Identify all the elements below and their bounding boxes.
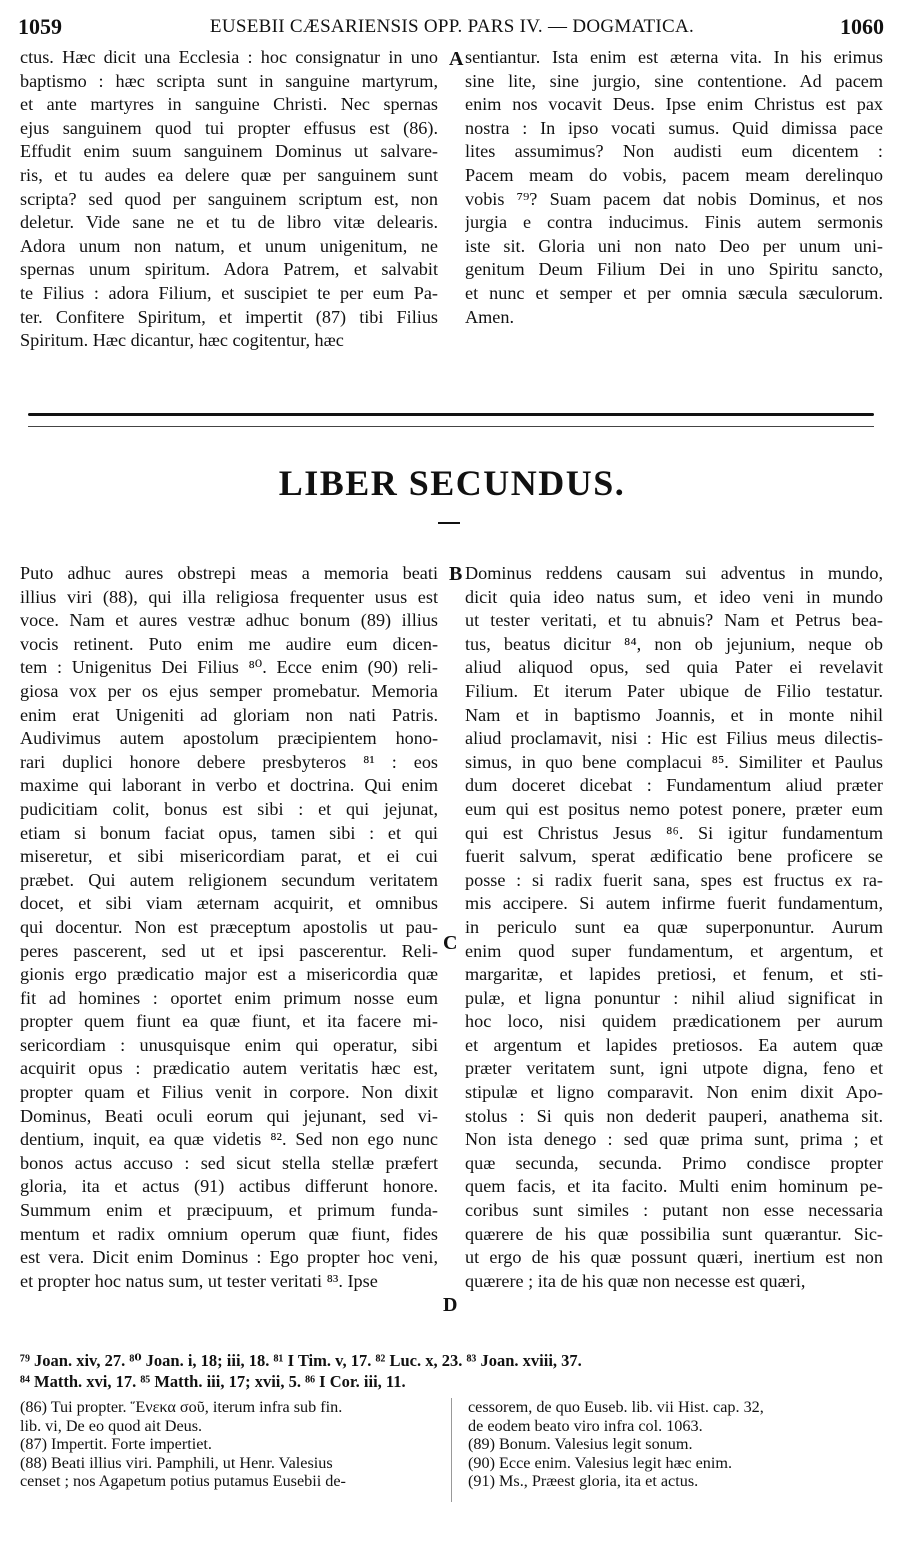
top-left-line: te Filius : adora Filium, et suscipiet te per eum Pa- xyxy=(20,282,438,303)
body-left-line: et propter hoc natus sum, ut tester veritati ⁸³. Ipse xyxy=(20,1270,378,1291)
body-right-line: stolus : Si quis non dederit pauperi, anathema sit. xyxy=(465,1105,883,1126)
body-right-line: ut ergo de his quæ possunt quæri, inertium est non xyxy=(465,1247,883,1268)
note-left-line: (88) Beati illius viri. Pamphili, ut Henr. Valesius xyxy=(20,1453,333,1472)
body-left-line: qui docentur. Non est præceptum apostolis ut pau- xyxy=(20,916,438,937)
body-right-line: in periculo sunt ea quæ superponuntur. Aurum xyxy=(465,916,883,937)
top-right-line: et nunc et semper et per omnia sæcula sæculorum. xyxy=(465,282,883,303)
top-left-line: Effudit enim suum sanguinem Dominus ut salvare- xyxy=(20,141,438,162)
body-left-line: vocis retinent. Puto enim me audire eum dicen- xyxy=(20,633,438,654)
top-left-line: spernas unum spiritum. Adora Patrem, et salvabit xyxy=(20,259,438,280)
body-right-line: aliud proclamavit, nisi : Hic est Filius meus dilectis- xyxy=(465,728,883,749)
body-left-line: sericordiam : unusquisque enim qui operatur, sibi xyxy=(20,1034,438,1055)
margin-marker-d: D xyxy=(443,1294,458,1316)
note-right-line: (91) Ms., Præest gloria, ita et actus. xyxy=(468,1472,699,1491)
note-left-line: (87) Impertit. Forte impertiet. xyxy=(20,1435,212,1454)
note-right-line: de eodem beato viro infra col. 1063. xyxy=(468,1416,703,1435)
top-left-line: ctus. Hæc dicit una Ecclesia : hoc consignatur in uno xyxy=(20,47,438,67)
body-right-line: quæ secunda, secunda. Primo condisce propter xyxy=(465,1152,883,1173)
top-left-line: baptismo : hæc scripta sunt in sanguine martyrum, xyxy=(20,70,438,91)
note-left-line: lib. vi, De eo quod ait Deus. xyxy=(20,1416,203,1435)
body-right-line: Nam et in baptismo Joannis, et in monte nihil xyxy=(465,704,883,725)
top-right-line: vobis ⁷⁹? Suam pacem dat nobis Dominus, et nos xyxy=(465,188,883,209)
page-number-left: 1059 xyxy=(18,14,62,39)
body-left-line: voce. Nam et aures vestræ adhuc bonum (89) illius xyxy=(20,610,438,631)
body-left-line: fit ad homines : oportet enim primum nosse eum xyxy=(20,987,438,1008)
body-left-line: mentum et radix omnium operum quæ fiunt, fides xyxy=(20,1223,438,1244)
top-right-line: Amen. xyxy=(465,306,514,327)
top-right-line: nostra : In ipso vocati sumus. Quid dimissa pace xyxy=(465,117,883,138)
body-left-line: rari duplici honore debere presbyteros ⁸¹ : eos xyxy=(20,751,438,772)
top-left-line: scripta? sed quod per sanguinem scriptum est, non xyxy=(20,188,438,209)
body-right-line: quærere ; ita de his quæ non necesse est quæri, xyxy=(465,1270,806,1291)
top-left-line: Spiritum. Hæc dicantur, hæc cogitentur, hæc xyxy=(20,330,344,351)
body-left-line: dentium, inquit, ea quæ videtis ⁸². Sed non ego nunc xyxy=(20,1129,438,1150)
note-left-line: (86) Tui propter. Ἕνεκα σοῦ, iterum infra sub fin. xyxy=(20,1398,343,1416)
top-left-column xyxy=(20,46,438,353)
top-right-line: sine lite, sine jurgio, sine contentione. Ad pacem xyxy=(465,70,883,91)
body-left-line: tem : Unigenitus Dei Filius ⁸⁰. Ecce enim (90) reli- xyxy=(20,657,438,678)
note-right-line: (89) Bonum. Valesius legit sonum. xyxy=(468,1435,693,1454)
body-left-line: etiam si bonum faciat opus, tamen sibi : et qui xyxy=(20,822,438,843)
book-title: LIBER SECUNDUS. xyxy=(278,463,626,503)
body-right-line: stipulæ et ligno comparavit. Non enim dixit Apo- xyxy=(465,1082,883,1103)
body-right-line: eum qui est positus nemo potest ponere, præter eum xyxy=(465,798,883,819)
body-right-line: aliud aliquod opus, sed quia Pater ei revelavit xyxy=(465,657,883,678)
top-right-line: genitum Deum Filium Dei in uno Spiritu sancto, xyxy=(465,259,883,280)
note-right-line: (90) Ecce enim. Valesius legit hæc enim. xyxy=(468,1453,733,1472)
top-right-column xyxy=(465,46,883,329)
body-right-line: Filium. Et iterum Pater ubique de Filio testatur. xyxy=(465,680,883,701)
body-left-column xyxy=(20,562,438,1293)
top-left-line: ris, et tu audes ea delere quæ per sanguinem sunt xyxy=(20,164,438,185)
body-right-line: posse : si radix fuerit sana, spes est fructus ex ra- xyxy=(465,869,883,890)
section-rule-thin xyxy=(28,426,874,427)
top-left-line: ter. Confitere Spiritum, et impertit (87) tibi Filius xyxy=(20,306,438,327)
top-right-line: enim nos vocavit Deus. Ipse enim Christus est pax xyxy=(465,94,883,115)
running-header xyxy=(0,4,904,38)
notes-left-column xyxy=(20,1398,440,1491)
notes-right-column xyxy=(468,1398,888,1491)
body-left-line: pudicitiam colit, bonus est sibi : et qui jejunat, xyxy=(20,798,438,819)
body-right-line: coribus sunt similes : putant non esse necessaria xyxy=(465,1200,883,1221)
body-left-line: giosa vox per os ejus semper promebatur. Memoria xyxy=(20,680,438,701)
body-left-line: maxime qui laborant in verbo et doctrina. Qui enim xyxy=(20,775,438,796)
body-right-line: simus, in quo bene complacui ⁸⁵. Similiter et Paulus xyxy=(465,751,883,772)
body-right-line: dum doceret dicebat : Fundamentum aliud præter xyxy=(465,775,883,796)
body-left-line: propter quem fiunt ea quæ fiunt, et ita facere mi- xyxy=(20,1011,438,1032)
body-left-line: Puto adhuc aures obstrepi meas a memoria beati xyxy=(20,563,438,583)
section-rule xyxy=(28,413,874,416)
top-left-line: Adora unum non natum, et unum unigenitum, ne xyxy=(20,235,438,256)
scripture-ref-line: ⁷⁹ Joan. xiv, 27. ⁸⁰ Joan. i, 18; iii, 18. ⁸¹ I Tim. v, 17. ⁸² Luc. x, 23. ⁸³ Joan. xviii, 37. xyxy=(20,1351,582,1370)
body-right-line: pulæ, et ligna ponuntur : nihil aliud significat in xyxy=(465,987,883,1008)
top-left-line: et ante martyres in sanguine Christi. Nec spernas xyxy=(20,94,438,115)
top-right-line: iste sit. Gloria uni non nato Deo per unum uni- xyxy=(465,235,883,256)
body-left-line: peres pascerent, sed ut et ipsi pascerentur. Reli- xyxy=(20,940,438,961)
body-left-line: præbet. Qui autem religionem secundum veritatem xyxy=(20,869,438,890)
body-left-line: Audivimus autem apostolum præcipientem hono- xyxy=(20,728,438,749)
note-left-line: censet ; nos Agapetum potius putamus Eusebii de- xyxy=(20,1472,346,1491)
body-right-line: quærere de his quæ possibilia sunt quærantur. Sic- xyxy=(465,1223,883,1244)
scripture-ref-line: ⁸⁴ Matth. xvi, 17. ⁸⁵ Matth. iii, 17; xvii, 5. ⁸⁶ I Cor. iii, 11. xyxy=(20,1372,406,1391)
body-right-line: præter veritatem sunt, igni utpote digna, feno et xyxy=(465,1058,883,1079)
scripture-references xyxy=(20,1350,884,1392)
body-left-line: docet, et sibi viam æternam acquirit, et omnibus xyxy=(20,893,438,914)
body-left-line: illius viri (88), qui illa religiosa frequenter usus est xyxy=(20,586,438,607)
body-left-line: miseretur, et sibi misericordiam parat, et ei cui xyxy=(20,846,438,867)
body-left-line: bonos actus accuso : sed sicut stella stellæ præfert xyxy=(20,1152,438,1173)
body-right-line: hoc loco, nisi quidem prædicationem per aurum xyxy=(465,1011,883,1032)
top-right-line: sentiantur. Ista enim est æterna vita. In his erimus xyxy=(465,47,883,67)
top-right-line: Pacem meam do vobis, pacem meam derelinquo xyxy=(465,164,883,185)
body-right-line: quem facis, et ita facito. Multi enim hominum pe- xyxy=(465,1176,883,1197)
body-left-line: Dominus, Beati oculi eorum qui jejunant, sed vi- xyxy=(20,1105,438,1126)
body-left-line: acquirit opus : prædicatio autem veritatis hæc est, xyxy=(20,1058,438,1079)
body-left-line: gloria, ita et actus (91) actibus differunt honore. xyxy=(20,1176,438,1197)
notes-divider xyxy=(451,1398,452,1502)
title-dash xyxy=(438,522,460,524)
body-right-line: tus, beatus dicitur ⁸⁴, non ob jejunium, neque ob xyxy=(465,633,883,654)
margin-marker-a: A xyxy=(449,48,464,70)
body-right-line: qui est Christus Jesus ⁸⁶. Si igitur fundamentum xyxy=(465,822,883,843)
top-right-line: jurgia e contra inducimus. Finis autem sermonis xyxy=(465,212,883,233)
top-left-line: ejus sanguinem quod tui propter effusus est (86). xyxy=(20,117,438,138)
body-right-column xyxy=(465,562,883,1293)
margin-marker-b: B xyxy=(449,563,463,585)
body-left-line: gionis ergo prædicatio major est a misericordia quæ xyxy=(20,964,438,985)
page-number-right: 1060 xyxy=(840,14,884,39)
body-right-line: Non ista denego : sed quæ prima sunt, prima ; et xyxy=(465,1129,883,1150)
running-title: EUSEBII CÆSARIENSIS OPP. PARS IV. — DOGMATICA. xyxy=(209,16,695,37)
body-right-line: enim quod super fundamentum, et argentum, et xyxy=(465,940,883,961)
note-right-line: cessorem, de quo Euseb. lib. vii Hist. cap. 32, xyxy=(468,1398,764,1416)
body-right-line: margaritæ, et lapides pretiosi, et fenum, et sti- xyxy=(465,964,883,985)
body-right-line: et argentum et lapides pretiosos. Ea autem quæ xyxy=(465,1034,883,1055)
top-right-line: lites assumimus? Non audisti eum dicentem : xyxy=(465,141,883,162)
body-right-line: Dominus reddens causam sui adventus in mundo, xyxy=(465,563,883,583)
body-left-line: propter quam et Filius venit in corpore. Non dixit xyxy=(20,1082,438,1103)
margin-marker-c: C xyxy=(443,932,458,954)
body-left-line: enim erat Unigeniti ad gloriam non nati Patris. xyxy=(20,704,438,725)
body-right-line: ut tester veritati, et tu abnuis? Nam et Petrus bea- xyxy=(465,610,883,631)
body-right-line: fuerit salvum, sperat ædificatio bene proficere se xyxy=(465,846,883,867)
body-right-line: mis accipere. Si autem infirme fuerit fundamentum, xyxy=(465,893,883,914)
body-right-line: dicit quia ideo natus sum, et ideo veni in mundo xyxy=(465,586,883,607)
body-left-line: Summum enim et præcipuum, et primum funda- xyxy=(20,1200,438,1221)
top-left-line: deletur. Vide sane ne et tu de libro vitæ delearis. xyxy=(20,212,438,233)
body-left-line: est vera. Dicit enim Dominus : Ego propter hoc veni, xyxy=(20,1247,438,1268)
